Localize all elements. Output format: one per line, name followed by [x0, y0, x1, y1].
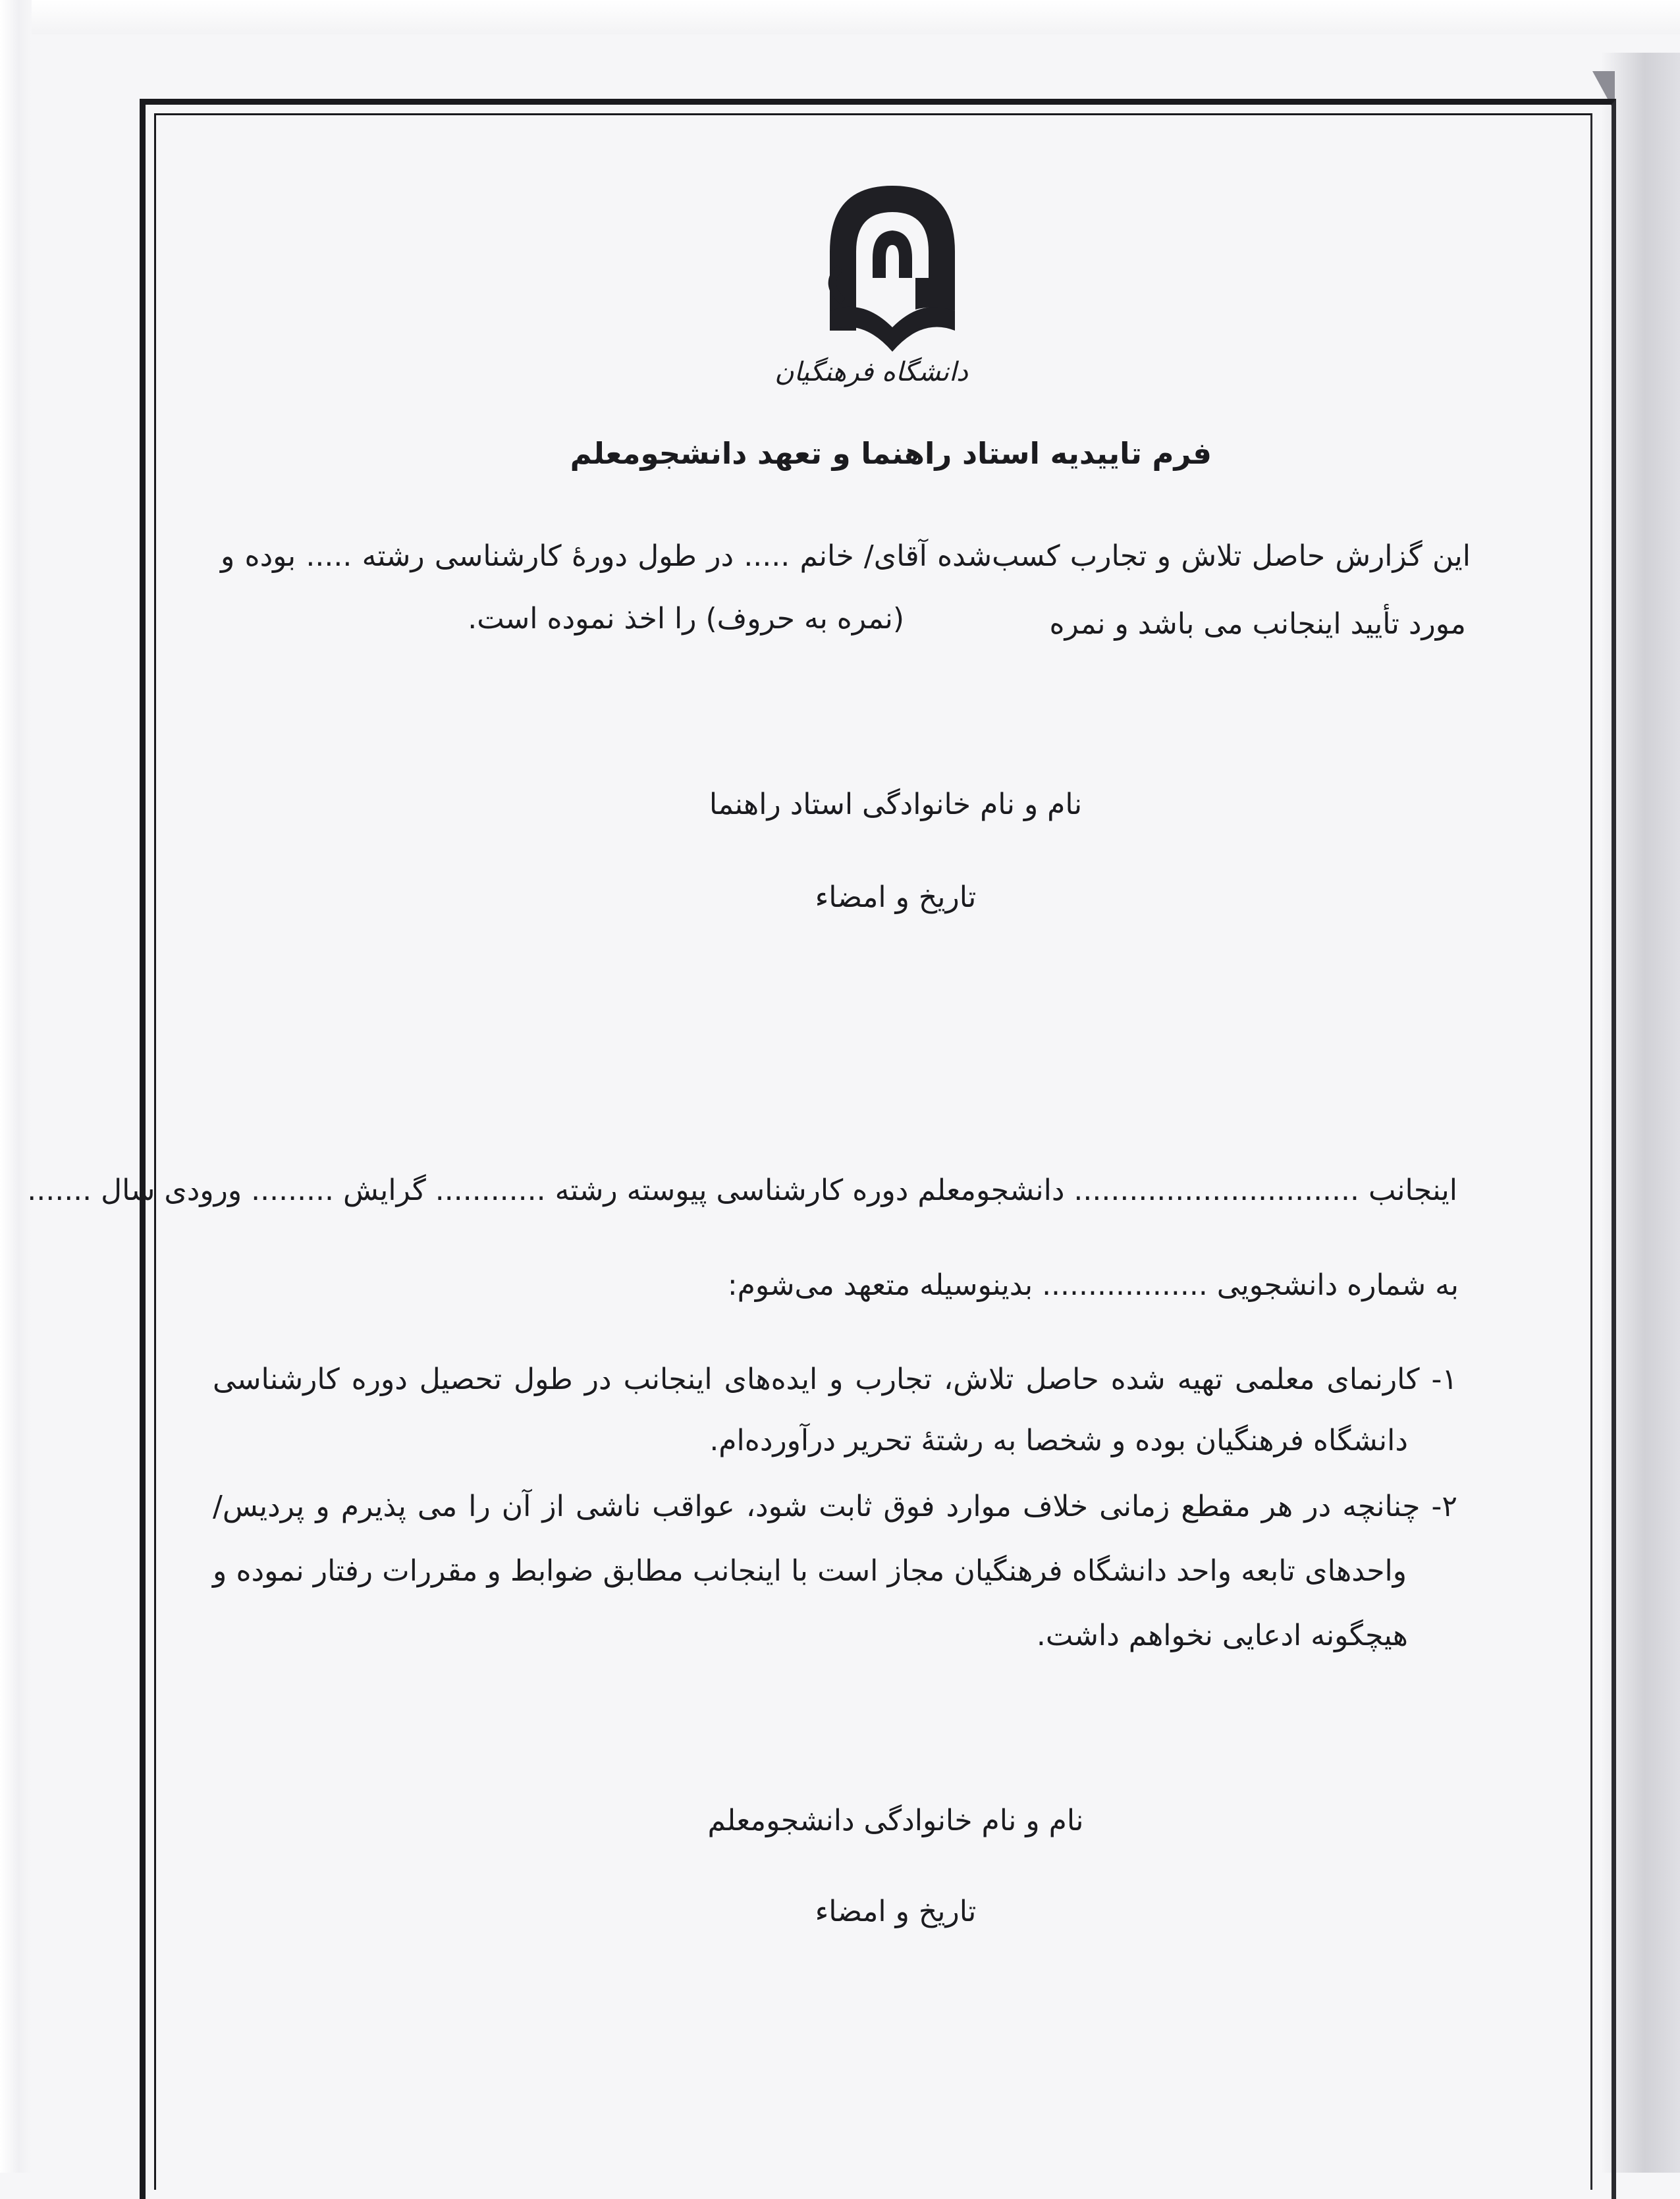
university-name-caption: دانشگاه فرهنگیان	[774, 357, 968, 387]
commitment-item-1-line-2: دانشگاه فرهنگیان بوده و شخصا به رشتهٔ تحریر درآورده‌ام.	[709, 1424, 1408, 1457]
scan-edge-top	[0, 0, 1680, 34]
scan-edge-left	[0, 0, 32, 2173]
commitment-item-2-line-3: هیچگونه ادعایی نخواهم داشت.	[1036, 1619, 1408, 1652]
student-date-signature-label: تاریخ و امضاء	[815, 1895, 977, 1928]
advisor-statement-line-1: این گزارش حاصل تلاش و تجارب کسب‌شده آقای/ خانم ..... در طول دورهٔ کارشناسی رشته ..... بوده و	[221, 539, 1471, 573]
advisor-date-signature-label: تاریخ و امضاء	[815, 881, 977, 914]
advisor-name-label: نام و نام خانوادگی استاد راهنما	[709, 788, 1083, 821]
advisor-statement-line-2a: مورد تأیید اینجانب می باشد و نمره	[1049, 607, 1466, 641]
student-name-label: نام و نام خانوادگی دانشجومعلم	[707, 1804, 1084, 1837]
student-statement-line-1: اینجانب ............................... دانشجومعلم دوره کارشناسی پیوسته رشته ............ گرایش ......... ورودی سال .......	[27, 1174, 1457, 1207]
commitment-item-1-line-1: ۱- کارنمای معلمی تهیه شده حاصل تلاش، تجارب و ایده‌های اینجانب در طول تحصیل دوره کارشناسی	[213, 1363, 1457, 1396]
commitment-item-2-line-2: واحدهای تابعه واحد دانشگاه فرهنگیان مجاز است با اینجانب مطابق ضوابط و مقررات رفتار نموده و	[213, 1554, 1407, 1588]
advisor-statement-line-2b: (نمره به حروف) را اخذ نموده است.	[468, 602, 904, 636]
page-border-inner	[27, 113, 1592, 2190]
commitment-item-2-line-1: ۲- چنانچه در هر مقطع زمانی خلاف موارد فوق ثابت شود، عواقب ناشی از آن را می پذیرم و پردیس/	[213, 1490, 1457, 1523]
student-statement-line-2: به شماره دانشجویی .................. بدینوسیله متعهد می‌شوم:	[727, 1268, 1459, 1302]
form-title: فرم تاییدیه استاد راهنما و تعهد دانشجومعلم	[570, 436, 1212, 471]
